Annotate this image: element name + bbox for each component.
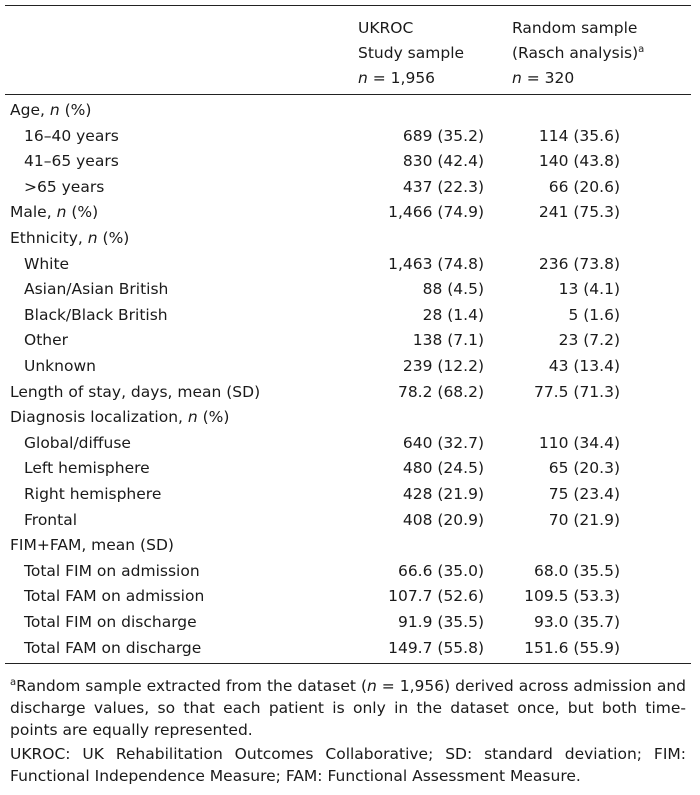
cell-ukroc: 1,463 (74.8) bbox=[388, 254, 484, 273]
footnote-marker: a bbox=[638, 44, 645, 55]
cell-random-sample: 43 (13.4) bbox=[548, 357, 620, 375]
cell-random-sample: 13 (4.1) bbox=[558, 280, 620, 299]
row-label: Frontal bbox=[24, 510, 78, 529]
cell-ukroc: 437 (22.3) bbox=[402, 177, 484, 196]
cell-random-sample: 70 (21.9) bbox=[548, 510, 620, 529]
cell-ukroc: 91.9 (35.5) bbox=[397, 613, 484, 631]
row-label: >65 years bbox=[24, 177, 105, 196]
cell-ukroc: 480 (24.5) bbox=[402, 459, 484, 478]
column-header-line: Study sample bbox=[358, 44, 465, 62]
row-label: Right hemisphere bbox=[24, 485, 162, 503]
footnote-abbreviations: UKROC: UK Rehabilitation Outcomes Collaborative; SD: standard deviation; FIM: Functional Independence Measure; FAM: Functional Assessment Measure. bbox=[10, 745, 686, 785]
cell-ukroc: 149.7 (55.8) bbox=[388, 638, 484, 657]
cell-ukroc: 28 (1.4) bbox=[422, 305, 484, 324]
row-label: 41–65 years bbox=[24, 152, 119, 171]
row-label: White bbox=[24, 254, 70, 273]
cell-ukroc: 78.2 (68.2) bbox=[397, 382, 484, 401]
cell-random-sample: 65 (20.3) bbox=[548, 459, 620, 478]
column-header-n: n = 1,956 bbox=[358, 69, 436, 87]
cell-random-sample: 109.5 (53.3) bbox=[524, 587, 620, 606]
footnote-a: $^a$Random sample extracted from the dataset (n = 1,956) derived across admission and discharge values, so that each patient is only in the dataset once, but both time-points are equally represented. bbox=[10, 677, 686, 739]
cell-ukroc: 66.6 (35.0) bbox=[397, 561, 484, 580]
cell-ukroc: 428 (21.9) bbox=[402, 485, 484, 503]
bottom-rule bbox=[5, 663, 691, 664]
header-rule bbox=[5, 94, 691, 95]
cell-ukroc: 138 (7.1) bbox=[412, 331, 484, 350]
row-label: Total FIM on discharge bbox=[24, 613, 197, 631]
cell-random-sample: 140 (43.8) bbox=[538, 152, 620, 171]
cell-ukroc: 408 (20.9) bbox=[402, 510, 484, 529]
cell-random-sample: 5 (1.6) bbox=[568, 305, 620, 324]
cell-random-sample: 68.0 (35.5) bbox=[533, 561, 620, 580]
row-label: Age, n (%) bbox=[10, 101, 92, 119]
column-header-n: n = 320 bbox=[512, 69, 575, 87]
row-label: 16–40 years bbox=[24, 126, 119, 145]
cell-random-sample: 241 (75.3) bbox=[538, 203, 620, 222]
row-label: Other bbox=[24, 331, 69, 350]
column-header-line: UKROC bbox=[358, 19, 414, 37]
cell-random-sample: 236 (73.8) bbox=[538, 254, 620, 273]
cell-ukroc: 107.7 (52.6) bbox=[388, 587, 484, 606]
row-label: Left hemisphere bbox=[24, 459, 150, 478]
row-label: Diagnosis localization, n (%) bbox=[10, 408, 230, 427]
row-label: Global/diffuse bbox=[24, 433, 131, 452]
cell-random-sample: 77.5 (71.3) bbox=[533, 382, 620, 401]
row-label: Black/Black British bbox=[24, 305, 168, 324]
cell-random-sample: 110 (34.4) bbox=[538, 433, 620, 452]
cell-ukroc: 689 (35.2) bbox=[402, 126, 484, 145]
cell-random-sample: 93.0 (35.7) bbox=[533, 613, 620, 631]
cell-random-sample: 151.6 (55.9) bbox=[524, 638, 620, 657]
row-label: Total FAM on admission bbox=[24, 587, 205, 606]
row-label: Total FIM on admission bbox=[24, 561, 200, 580]
row-label: Ethnicity, n (%) bbox=[10, 229, 130, 247]
cell-ukroc: 830 (42.4) bbox=[402, 152, 484, 171]
cell-ukroc: 1,466 (74.9) bbox=[388, 203, 484, 222]
top-rule bbox=[5, 5, 691, 6]
cell-ukroc: 640 (32.7) bbox=[402, 433, 484, 452]
cell-random-sample: 114 (35.6) bbox=[538, 126, 620, 145]
row-label: Male, n (%) bbox=[10, 203, 99, 222]
cell-random-sample: 23 (7.2) bbox=[558, 331, 620, 350]
column-header-ukroc bbox=[358, 16, 464, 91]
cell-random-sample: 66 (20.6) bbox=[548, 177, 620, 196]
row-label: Unknown bbox=[24, 357, 96, 375]
column-header-line: Random sample bbox=[512, 19, 638, 37]
cell-ukroc: 239 (12.2) bbox=[402, 357, 484, 375]
table-footnotes bbox=[10, 675, 686, 787]
cell-random-sample: 75 (23.4) bbox=[548, 485, 620, 503]
row-label: Length of stay, days, mean (SD) bbox=[10, 382, 261, 401]
row-label: FIM+FAM, mean (SD) bbox=[10, 536, 174, 555]
row-label: Asian/Asian British bbox=[24, 280, 169, 299]
cell-ukroc: 88 (4.5) bbox=[422, 280, 484, 299]
column-header-line: (Rasch analysis)$^a$ bbox=[512, 44, 645, 62]
column-header-random-sample bbox=[512, 16, 644, 91]
row-label: Total FAM on discharge bbox=[24, 638, 202, 657]
